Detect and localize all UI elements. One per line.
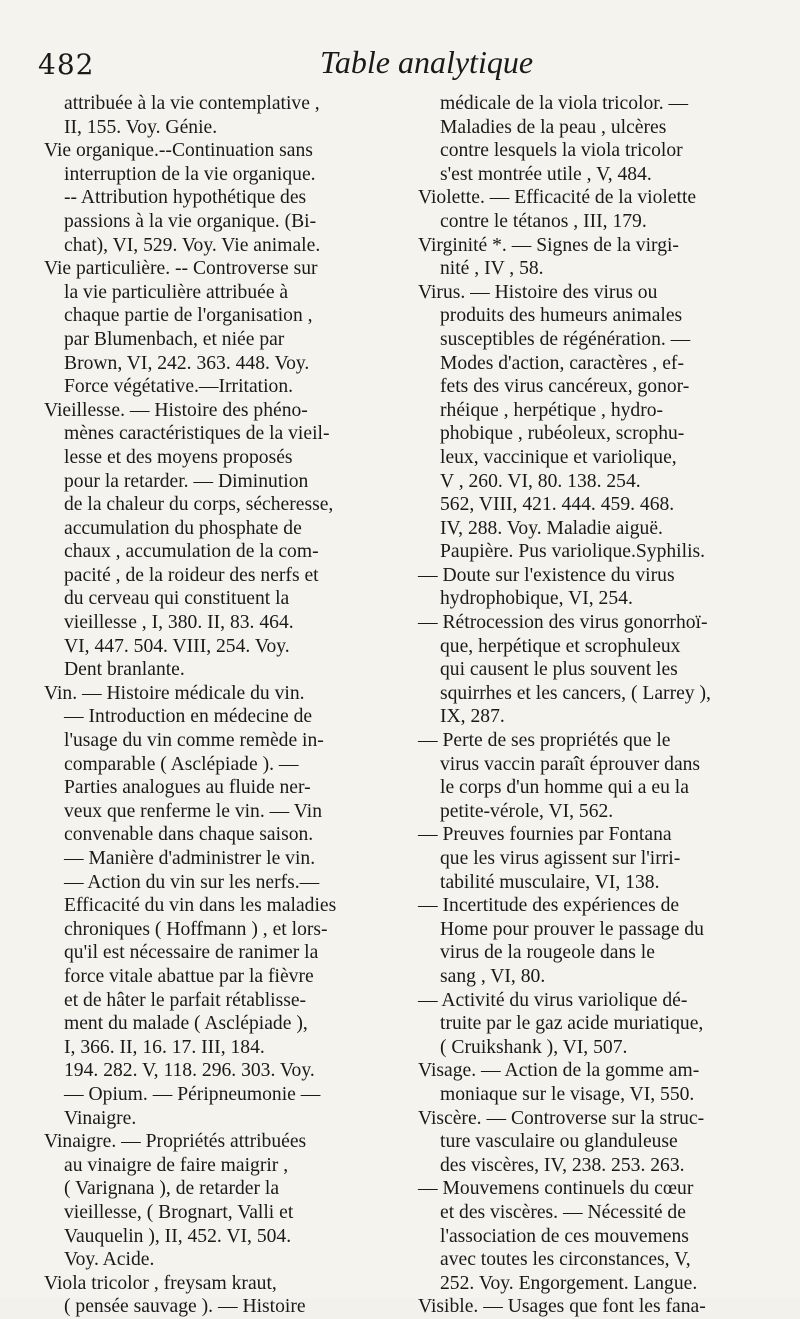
index-column-right — [418, 92, 758, 1319]
index-line-continuation: Home pour prouver le passage du — [440, 918, 704, 940]
index-line-continuation: passions à la vie organique. (Bi- — [64, 210, 317, 232]
index-entry-headword-line: Visible. — Usages que font les fana- — [418, 1296, 706, 1318]
index-line-continuation: l'usage du vin comme remède in- — [64, 730, 324, 752]
index-line-continuation: Efficacité du vin dans les maladies — [64, 895, 337, 917]
index-entry-headword-line: Visage. — Action de la gomme am- — [418, 1060, 700, 1082]
index-line-continuation: fets des virus cancéreux, gonor- — [440, 376, 690, 398]
index-line-continuation: Dent branlante. — [64, 659, 185, 681]
index-line-continuation: truite par le gaz acide muriatique, — [440, 1013, 704, 1035]
index-entry-headword-line: Viola tricolor , freysam kraut, — [44, 1272, 277, 1294]
index-line-continuation: 252. Voy. Engorgement. Langue. — [440, 1272, 698, 1294]
index-line-continuation: 194. 282. V, 118. 296. 303. Voy. — [64, 1060, 315, 1082]
index-entry-headword-line: — Doute sur l'existence du virus — [418, 564, 675, 586]
index-entry-headword-line: Virginité *. — Signes de la virgi- — [418, 234, 679, 256]
index-entry-headword-line: Vie particulière. -- Controverse sur — [44, 258, 318, 280]
index-line-continuation: — Opium. — Péripneumonie — — [64, 1083, 321, 1105]
index-line-continuation: leux, vaccinique et variolique, — [440, 446, 677, 468]
index-line-continuation: V , 260. VI, 80. 138. 254. — [440, 470, 641, 492]
index-line-continuation: Parties analogues au fluide ner- — [64, 777, 311, 799]
index-line-continuation: susceptibles de régénération. — — [440, 328, 691, 350]
index-entry-headword-line: — Perte de ses propriétés que le — [418, 730, 671, 752]
index-line-continuation: tabilité musculaire, VI, 138. — [440, 871, 660, 893]
index-line-continuation: veux que renferme le vin. — Vin — [64, 800, 322, 822]
index-line-continuation: chat), VI, 529. Voy. Vie animale. — [64, 234, 321, 256]
index-line-continuation: que, herpétique et scrophuleux — [440, 635, 681, 657]
index-line-continuation: sang , VI, 80. — [440, 965, 546, 987]
index-line-continuation: par Blumenbach, et niée par — [64, 328, 285, 350]
index-line-continuation: IV, 288. Voy. Maladie aiguë. — [440, 517, 663, 539]
index-entry-headword-line: Viscère. — Controverse sur la struc- — [418, 1107, 705, 1129]
index-line-continuation: lesse et des moyens proposés — [64, 446, 293, 468]
index-line-continuation: médicale de la viola tricolor. — — [440, 93, 689, 114]
index-line-continuation: contre le tétanos , III, 179. — [440, 210, 647, 232]
index-line-continuation: IX, 287. — [440, 706, 505, 728]
index-line-continuation: le corps d'un homme qui a eu la — [440, 777, 689, 799]
index-line-continuation: ( Cruikshank ), VI, 507. — [440, 1036, 628, 1058]
index-line-continuation: attribuée à la vie contemplative , — [64, 93, 320, 114]
index-line-continuation: Vinaigre. — [64, 1107, 137, 1129]
index-entry-headword-line: Vinaigre. — Propriétés attribuées — [44, 1131, 307, 1153]
index-line-continuation: — Introduction en médecine de — [64, 706, 313, 728]
index-line-continuation: Paupière. Pus variolique.Syphilis. — [440, 541, 706, 563]
index-line-continuation: vieillesse , I, 380. II, 83. 464. — [64, 612, 294, 634]
index-entry-headword-line: — Activité du virus variolique dé- — [418, 989, 688, 1011]
index-line-continuation: Vauquelin ), II, 452. VI, 504. — [64, 1225, 292, 1247]
index-line-continuation: vieillesse, ( Brognart, Valli et — [64, 1201, 294, 1223]
index-line-continuation: au vinaigre de faire maigrir , — [64, 1154, 289, 1176]
index-line-continuation: chaque partie de l'organisation , — [64, 305, 313, 327]
index-line-continuation: chaux , accumulation de la com- — [64, 541, 319, 563]
index-entry-headword-line: — Mouvemens continuels du cœur — [418, 1178, 694, 1200]
index-entry-headword-line: — Preuves fournies par Fontana — [418, 824, 672, 846]
index-line-continuation: des viscères, IV, 238. 253. 263. — [440, 1154, 685, 1176]
index-line-continuation: avec toutes les circonstances, V, — [440, 1249, 691, 1271]
index-entry-headword-line: — Rétrocession des virus gonorrhoï- — [418, 612, 708, 634]
index-line-continuation: ture vasculaire ou glanduleuse — [440, 1131, 678, 1153]
index-line-continuation: nité , IV , 58. — [440, 258, 544, 280]
page-header — [38, 44, 778, 96]
index-line-continuation: II, 155. Voy. Génie. — [64, 116, 218, 138]
index-line-continuation: produits des humeurs animales — [440, 305, 683, 327]
index-line-continuation: 562, VIII, 421. 444. 459. 468. — [440, 494, 675, 516]
index-line-continuation: ment du malade ( Asclépiade ), — [64, 1013, 308, 1035]
index-line-continuation: — Manière d'administrer le vin. — [64, 848, 316, 869]
index-line-continuation: Modes d'action, caractères , ef- — [440, 352, 684, 374]
index-line-continuation: convenable dans chaque saison. — [64, 824, 314, 846]
index-line-continuation: Maladies de la peau , ulcères — [440, 116, 667, 138]
index-entry-headword-line: Vin. — Histoire médicale du vin. — [44, 682, 305, 704]
index-entry-headword-line: Vie organique.--Continuation sans — [44, 140, 313, 162]
index-line-continuation: ( pensée sauvage ). — Histoire — [64, 1296, 306, 1318]
index-line-continuation: squirrhes et les cancers, ( Larrey ), — [440, 682, 711, 704]
index-line-continuation: l'association de ces mouvemens — [440, 1225, 689, 1247]
index-line-continuation: chroniques ( Hoffmann ) , et lors- — [64, 918, 328, 940]
index-line-continuation: moniaque sur le visage, VI, 550. — [440, 1083, 695, 1105]
index-line-continuation: accumulation du phosphate de — [64, 517, 302, 539]
index-entry-headword-line: Violette. — Efficacité de la violette — [418, 187, 697, 209]
index-entry-headword-line: — Incertitude des expériences de — [418, 895, 680, 917]
index-line-continuation: petite-vérole, VI, 562. — [440, 800, 614, 822]
index-line-continuation: virus de la rougeole dans le — [440, 942, 655, 964]
index-line-continuation: pacité , de la roideur des nerfs et — [64, 564, 319, 586]
running-title: Table analytique — [320, 44, 534, 80]
index-line-continuation: de la chaleur du corps, sécheresse, — [64, 494, 334, 516]
index-column-left — [44, 92, 400, 1319]
index-line-continuation: -- Attribution hypothétique des — [64, 187, 307, 209]
index-line-continuation: rhéique , herpétique , hydro- — [440, 399, 664, 421]
index-line-continuation: et des viscères. — Nécessité de — [440, 1201, 686, 1223]
page-number: 482 — [38, 48, 95, 81]
index-line-continuation: qu'il est nécessaire de ranimer la — [64, 942, 319, 964]
index-line-continuation: s'est montrée utile , V, 484. — [440, 163, 652, 185]
index-line-continuation: VI, 447. 504. VIII, 254. Voy. — [64, 635, 290, 657]
index-line-continuation: I, 366. II, 16. 17. III, 184. — [64, 1036, 265, 1058]
index-line-continuation: Force végétative.—Irritation. — [64, 376, 294, 398]
index-line-continuation: phobique , rubéoleux, scrophu- — [440, 423, 685, 445]
index-line-continuation: virus vaccin paraît éprouver dans — [440, 753, 701, 775]
index-line-continuation: pour la retarder. — Diminution — [64, 470, 309, 492]
index-entry-headword-line: Virus. — Histoire des virus ou — [418, 281, 658, 303]
index-line-continuation: hydrophobique, VI, 254. — [440, 588, 633, 610]
index-line-continuation: mènes caractéristiques de la vieil- — [64, 423, 330, 445]
index-line-continuation: — Action du vin sur les nerfs.— — [64, 871, 320, 893]
index-line-continuation: contre lesquels la viola tricolor — [440, 140, 683, 162]
index-line-continuation: interruption de la vie organique. — [64, 163, 316, 185]
index-line-continuation: qui causent le plus souvent les — [440, 659, 678, 681]
index-line-continuation: Voy. Acide. — [64, 1249, 155, 1271]
index-line-continuation: Brown, VI, 242. 363. 448. Voy. — [64, 352, 310, 374]
index-line-continuation: comparable ( Asclépiade ). — — [64, 753, 299, 775]
index-line-continuation: et de hâter le parfait rétablisse- — [64, 989, 307, 1011]
index-entry-headword-line: Vieillesse. — Histoire des phéno- — [44, 399, 308, 421]
index-line-continuation: ( Varignana ), de retarder la — [64, 1178, 280, 1200]
index-line-continuation: force vitale abattue par la fièvre — [64, 965, 314, 987]
index-line-continuation: que les virus agissent sur l'irri- — [440, 848, 681, 869]
index-line-continuation: la vie particulière attribuée à — [64, 281, 289, 303]
index-line-continuation: du cerveau qui constituent la — [64, 588, 290, 610]
